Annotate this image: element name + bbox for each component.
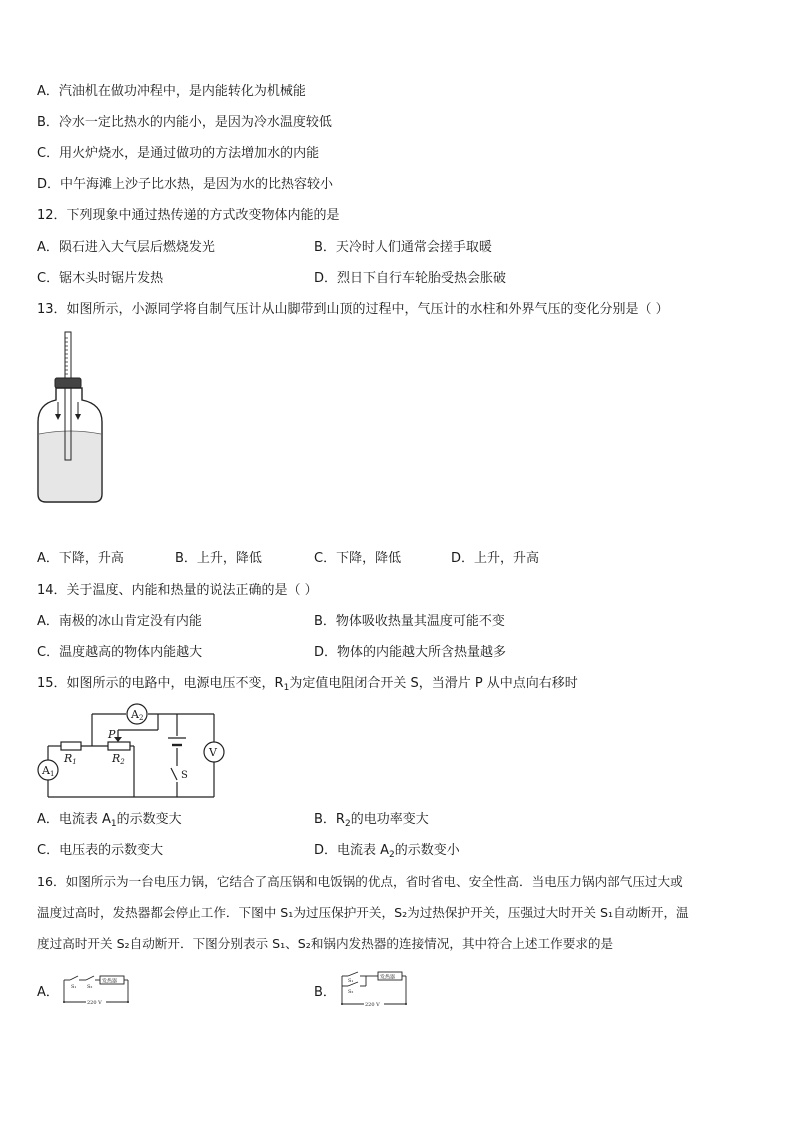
q11-option-b: B．冷水一定比热水的内能小，是因为冷水温度较低: [37, 115, 332, 130]
q13-option-a: A．下降，升高: [37, 551, 124, 566]
s1-label-b: S₁: [348, 978, 354, 984]
q11-option-d: D．中午海滩上沙子比水热，是因为水的比热容较小: [37, 177, 334, 192]
slider-p-label: P: [108, 728, 116, 741]
barometer-figure: [36, 330, 106, 510]
s2-label-a: S₂: [87, 984, 93, 990]
q16-stem-line2: 温度过高时，发热器都会停止工作．下图中 S₁为过压保护开关，S₂为过热保护开关，压强过大时开关 S₁自动断开，温: [37, 905, 689, 920]
r2-label: R2: [112, 752, 125, 766]
s2-label-b: S₂: [348, 989, 354, 995]
q16-figure-b: [338, 970, 410, 1010]
q12-option-c: C．锯木头时锯片发热: [37, 271, 164, 286]
switch-s-label: S: [181, 770, 188, 781]
q12-option-d: D．烈日下自行车轮胎受热会胀破: [314, 271, 507, 286]
heater-label-a: 发热器: [102, 978, 118, 985]
q15-option-a: A．电流表 $A_1$的示数变大: [37, 812, 182, 829]
q11-option-a: A．汽油机在做功冲程中，是内能转化为机械能: [37, 84, 306, 99]
q12-option-b: B．天冷时人们通常会搓手取暖: [314, 240, 492, 255]
q14-option-b: B．物体吸收热量其温度可能不变: [314, 614, 505, 629]
a1-meter-label: A1: [42, 764, 55, 778]
a2-meter-label: A2: [131, 708, 144, 722]
r1-label: R1: [64, 752, 77, 766]
s1-label-a: S₁: [71, 984, 77, 990]
voltage-label-b: 220 V: [365, 1002, 380, 1008]
q14-option-a: A．南极的冰山肯定没有内能: [37, 614, 202, 629]
q16-figure-a: [60, 972, 132, 1008]
circuit-diagram: [38, 700, 218, 804]
q13-option-d: D．上升，升高: [451, 551, 540, 566]
q16-stem-line1: 16．如图所示为一台电压力锅，它结合了高压锅和电饭锅的优点，省时省电、安全性高．当电压力锅内部气压过大或: [37, 874, 683, 889]
q15-option-b: B．$R_2$的电功率变大: [314, 812, 429, 829]
q14-option-d: D．物体的内能越大所含热量越多: [314, 645, 507, 660]
heater-label-b: 发热器: [380, 974, 396, 981]
q14-option-c: C．温度越高的物体内能越大: [37, 645, 203, 660]
q15-option-d: D．电流表 $A_2$的示数变小: [314, 843, 460, 860]
voltmeter-label: V: [209, 746, 217, 759]
q15-option-c: C．电压表的示数变大: [37, 843, 164, 858]
voltage-label-a: 220 V: [87, 1000, 102, 1006]
q11-option-c: C．用火炉烧水，是通过做功的方法增加水的内能: [37, 146, 320, 161]
q13-option-c: C．下降，降低: [314, 551, 402, 566]
q14-stem: 14．关于温度、内能和热量的说法正确的是（ ）: [37, 583, 318, 598]
q16-option-a: A．: [37, 985, 59, 1000]
q16-stem-line3: 度过高时开关 S₂自动断开．下图分别表示 S₁、S₂和锅内发热器的连接情况，其中符合上述工作要求的是: [37, 936, 614, 951]
q16-option-b: B．: [314, 985, 336, 1000]
q12-option-a: A．陨石进入大气层后燃烧发光: [37, 240, 215, 255]
q13-option-b: B．上升，降低: [175, 551, 262, 566]
q13-stem: 13．如图所示，小源同学将自制气压计从山脚带到山顶的过程中，气压计的水柱和外界气压的变化分别是（ ）: [37, 302, 669, 317]
q12-stem: 12．下列现象中通过热传递的方式改变物体内能的是: [37, 208, 340, 223]
q15-stem: 15．如图所示的电路中，电源电压不变，$R_1$为定值电阻闭合开关 S，当滑片 P 从中点向右移时: [37, 676, 578, 693]
